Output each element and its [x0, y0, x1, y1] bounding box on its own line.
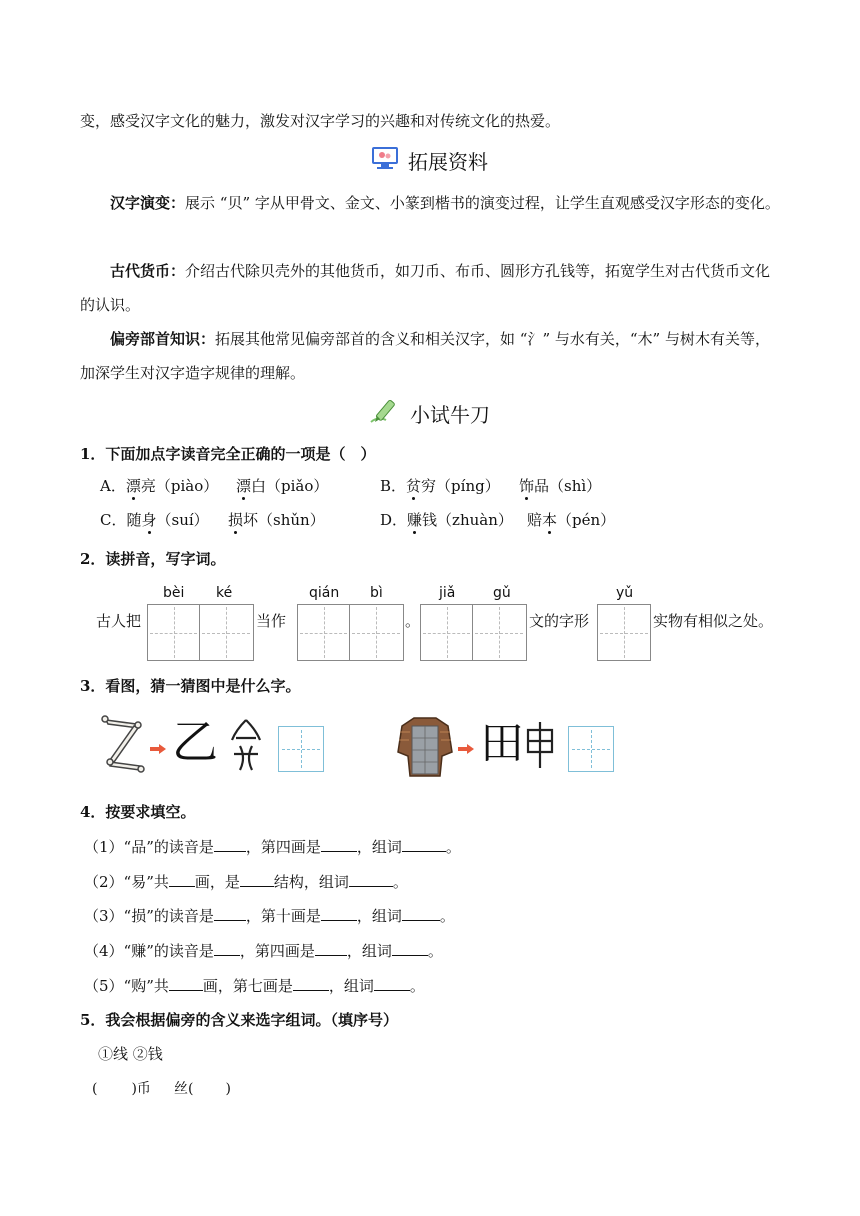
pinyin-label: bì: [370, 585, 383, 601]
fill-line: （3）“损”的读音是 ，第十画是 ，组词 。: [84, 907, 455, 925]
q5-blank-left: ( )币: [92, 1081, 151, 1097]
answer-box[interactable]: [568, 726, 614, 772]
arrow-icon: [458, 740, 474, 758]
q2-text: 古人把: [96, 612, 142, 630]
section-title: 拓展资料: [408, 150, 488, 174]
pinyin-label: gǔ: [493, 585, 511, 601]
fill-line: （4）“赚”的读音是 ，第四画是 ，组词 。: [84, 942, 443, 960]
q2-text: 文的字形: [529, 612, 590, 630]
armor-image: [394, 712, 456, 786]
material-item: 古代货币：介绍古代除贝壳外的其他货币，如刀币、布币、圆形方孔钱等，拓宽学生对古代货币文化的认识。: [80, 262, 771, 314]
option-d: D．赚钱（zhuàn）: [380, 511, 513, 529]
material-item: 汉字演变：展示 “贝” 字从甲骨文、金文、小篆到楷书的演变过程，让学生直观感受汉字形态的变化。: [110, 194, 780, 212]
pinyin-label: qián: [309, 585, 340, 601]
option-b: B．贫穷（píng）: [380, 477, 500, 495]
option-c-2: 损坏（shǔn）: [228, 511, 325, 529]
ancient-glyph: [524, 720, 556, 774]
q5-options: ①线 ②钱: [98, 1045, 163, 1063]
option-c: C．随身（suí）: [100, 511, 209, 529]
pinyin-label: yǔ: [616, 585, 634, 601]
pinyin-label: jiǎ: [439, 585, 456, 601]
section-header-practice: [368, 396, 490, 431]
fill-line: （2）“易”共 画，是 结构，组词 。: [84, 873, 408, 891]
intro-text: 变，感受汉字文化的魅力，激发对汉字学习的兴趣和对传统文化的热爱。: [80, 112, 561, 130]
q2-text: 当作: [256, 612, 287, 630]
fill-line: （1）“品”的读音是 ，第四画是 ，组词 。: [84, 838, 461, 856]
section-title: 小试牛刀: [410, 403, 490, 427]
question-5-stem: 5．我会根据偏旁的含义来选字组词。（填序号）: [80, 1011, 398, 1029]
arrow-icon: [150, 740, 166, 758]
writing-grid[interactable]: [147, 604, 254, 661]
question-3-stem: 3．看图，猜一猜图中是什么字。: [80, 677, 301, 695]
q5-blank-right: 丝( ): [174, 1081, 231, 1097]
section-header-materials: [370, 145, 488, 176]
q2-text: 实物有相似之处。: [653, 612, 774, 630]
option-d-2: 赔本（pén）: [527, 511, 616, 529]
option-a-2: 漂白（piǎo）: [236, 477, 329, 495]
question-4-stem: 4．按要求填空。: [80, 803, 196, 821]
writing-grid[interactable]: [597, 604, 651, 661]
pen-icon: [368, 396, 402, 431]
option-a: A．漂亮（piào）: [100, 477, 219, 495]
glyph-modern: 田: [480, 718, 524, 769]
question-2-stem: 2．读拼音，写字词。: [80, 550, 226, 568]
ancient-glyph: [226, 716, 266, 778]
answer-box[interactable]: [278, 726, 324, 772]
computer-icon: [370, 145, 400, 176]
material-item: 偏旁部首知识：拓展其他常见偏旁部首的含义和相关汉字，如 “氵” 与水有关，“木” 与树木有关等，加深学生对汉字造字规律的理解。: [80, 330, 770, 382]
q2-text: 。: [405, 612, 421, 630]
pinyin-label: bèi: [163, 585, 185, 601]
fill-line: （5）“购”共 画，第七画是 ，组词 。: [84, 977, 425, 995]
glyph-modern: 乙: [172, 715, 218, 769]
writing-grid[interactable]: [420, 604, 527, 661]
bone-image: [100, 712, 146, 782]
writing-grid[interactable]: [297, 604, 404, 661]
option-b-2: 饰品（shì）: [519, 477, 602, 495]
pinyin-label: ké: [216, 585, 233, 601]
question-1-stem: 1．下面加点字读音完全正确的一项是（ ）: [80, 445, 376, 463]
